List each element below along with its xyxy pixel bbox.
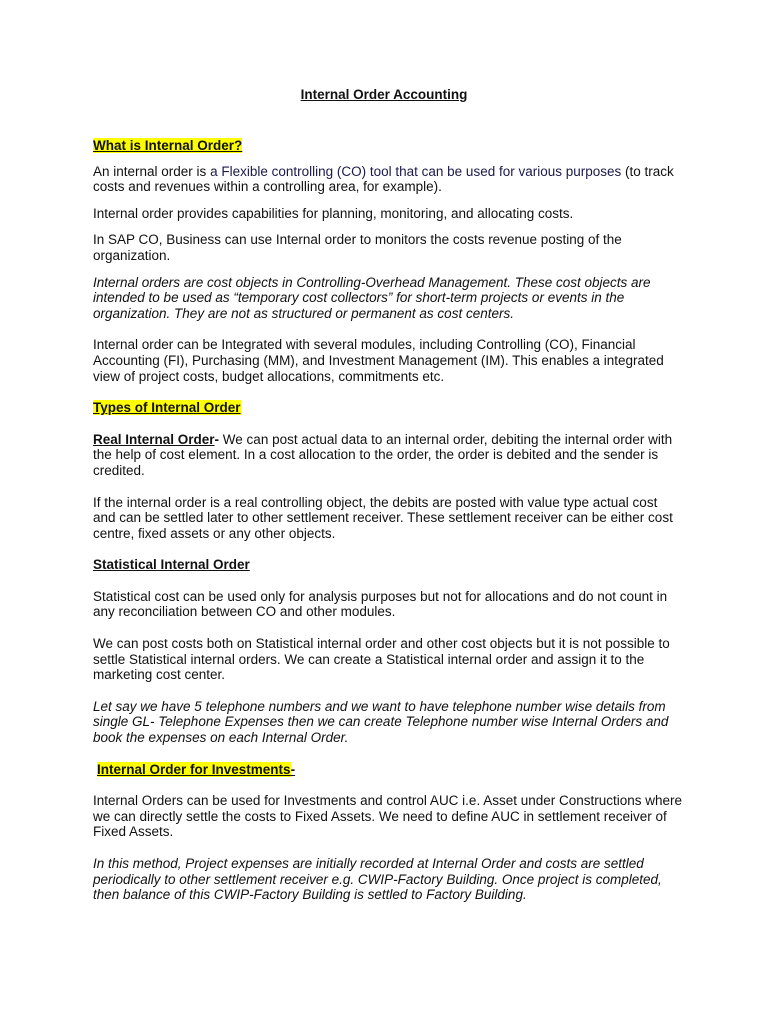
heading-statistical-internal-order: Statistical Internal Order: [93, 557, 250, 573]
paragraph-statistical-2: We can post costs both on Statistical internal order and other cost objects but it is not possible to settle Statistical internal orders. We can create a Statistical internal order and assign it to the marketing cost center.: [93, 636, 670, 683]
heading-investments-dash: -: [290, 761, 296, 777]
paragraph-real-1: [93, 432, 683, 479]
text-real-1: We can post actual data to an internal order, debiting the internal order with the help of cost element. In a cost allocation to the order, the order is debited and the sender is credited.: [93, 431, 673, 478]
heading-types-of-internal-order: Types of Internal Order: [93, 400, 241, 416]
paragraph-what-2: Internal order provides capabilities for planning, monitoring, and allocating costs.: [93, 205, 574, 221]
paragraph-what-3: In SAP CO, Business can use Internal order to monitors the costs revenue posting of the organization.: [93, 232, 622, 263]
text-what-1-highlight: a Flexible controlling (CO) tool that can be used for various purposes: [210, 163, 622, 179]
section-heading-investments: [93, 762, 683, 778]
paragraph-investments-2: In this method, Project expenses are initially recorded at Internal Order and costs are settled periodically to other settlement receiver e.g. CWIP-Factory Building. Once project is completed, then balance of this CWIP-Factory Building is settled to Factory Building.: [93, 856, 662, 903]
label-real-dash: -: [214, 431, 220, 447]
text-what-1-post: (to track costs and revenues within a controlling area, for example).: [93, 163, 674, 195]
heading-what-is-internal-order: What is Internal Order?: [93, 138, 243, 153]
paragraph-what-5: Internal order can be Integrated with several modules, including Controlling (CO), Financial Accounting (FI), Purchasing (MM), and Investment Management (IM). This enables a integrated view of project costs, budget allocations, commitments etc.: [93, 337, 664, 384]
paragraph-statistical-1: Statistical cost can be used only for analysis purposes but not for allocations and do not count in any reconciliation between CO and other modules.: [93, 588, 668, 620]
paragraph-what-1: [93, 164, 683, 195]
section-heading-statistical: [93, 557, 683, 573]
paragraph-statistical-3: Let say we have 5 telephone numbers and we want to have telephone number wise details from single GL- Telephone Expenses then we can create Telephone number wise Internal Orders and book the expenses on each Internal Order.: [93, 698, 669, 746]
label-real-internal-order: Real Internal Order: [93, 431, 215, 447]
paragraph-what-4: Internal orders are cost objects in Controlling-Overhead Management. These cost objects are intended to be used as “temporary cost collectors” for short-term projects or events in the organization. They are not as structured or permanent as cost centers.: [93, 274, 651, 321]
page-title: Internal Order Accounting: [300, 87, 468, 102]
paragraph-investments-1: Internal Orders can be used for Investments and control AUC i.e. Asset under Constructions where we can directly settle the costs to Fixed Assets. We need to define AUC in settlement receiver of Fixed Assets.: [93, 793, 683, 840]
section-heading-types: [93, 400, 683, 416]
document-body: [93, 138, 683, 903]
section-heading-what: [93, 138, 683, 154]
heading-internal-order-for-investments: Internal Order for Investments: [97, 761, 291, 777]
paragraph-real-2: If the internal order is a real controlling object, the debits are posted with value type actual cost and can be settled later to other settlement receiver. These settlement receiver can be either cost centre, fixed assets or any other objects.: [93, 494, 673, 541]
text-what-1-pre: An internal order is: [93, 163, 211, 179]
